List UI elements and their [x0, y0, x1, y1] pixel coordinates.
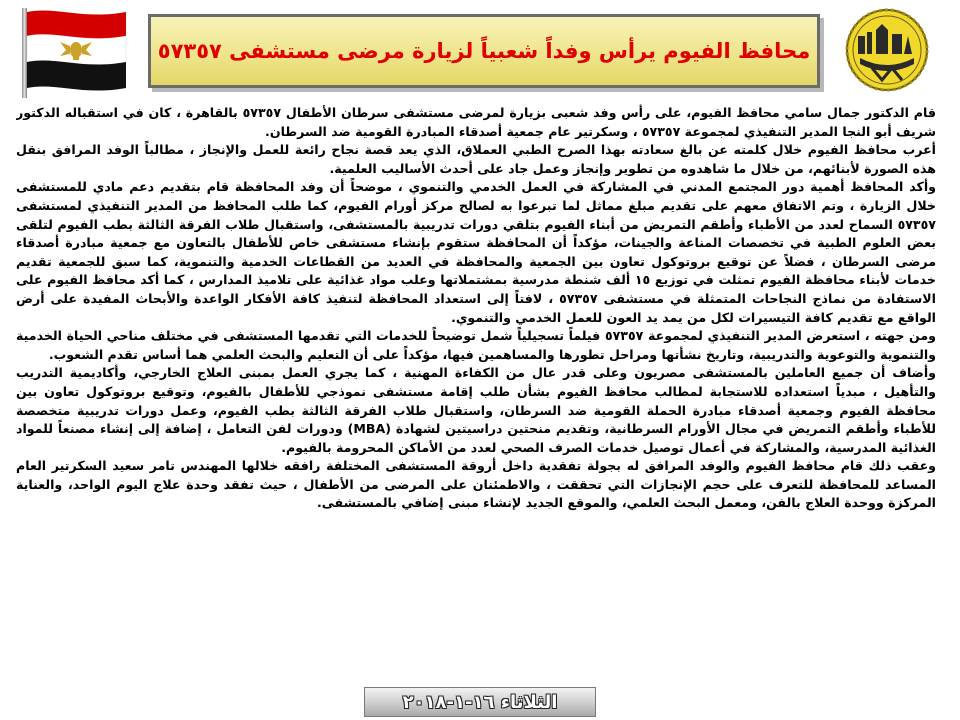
page-title: محافظ الفيوم يرأس وفداً شعبياً لزيارة مرضى مستشفى ٥٧٣٥٧ — [157, 39, 811, 63]
headline-banner — [148, 14, 820, 88]
publication-date: الثلاثاء ١٦-١-٢٠١٨ — [402, 691, 558, 713]
article-body — [16, 104, 936, 689]
article-paragraph: وأضاف أن جميع العاملين بالمستشفى مصريون وعلى قدر عال من الكفاءة المهنية ، كما يجري العمل بمبنى العلاج الخارجي، وأكاديمية التدريب والتأهيل ، مبدياً استعداده للاستجابة لمطالب محافظ الفيوم بشأن طلب إقامة مستشفى نموذجي للأطفال بالفيوم، وتوقيع بروتوكول تعاون بين محافظة الفيوم وجمعية أصدقاء مبادرة الحملة القومية ضد السرطان، واستقبال طلاب الفرقة الثالثة بطب الفيوم، وعمل دورات تدريبية متخصصة للأطباء وأطقم التمريض في مجال الأورام السرطانية، وتقديم منحتين دراسيتين لشهادة (MBA) ودورات لفن التعامل ، إضافة إلى إنشاء مصنعاً للمواد الغذائية المدرسية، والمشاركة في أعمال توصيل خدمات الصرف الصحي لعدد من الأماكن المحرومة بالفيوم. — [16, 365, 936, 455]
article-paragraph: قام الدكتور جمال سامي محافظ الفيوم، على رأس وفد شعبى بزيارة لمرضى مستشفى سرطان الأطفال ٥٧٣٥٧ بالقاهرة ، كان في استقباله الدكتور شريف أبو النجا المدير التنفيذي لمجموعة ٥٧٣٥٧ ، وسكرتير عام جمعية أصدقاء المبادرة القومية ضد السرطان. — [16, 105, 936, 139]
egypt-flag-icon — [14, 6, 132, 98]
article-paragraph: ومن جهته ، استعرض المدير التنفيذي لمجموعة ٥٧٣٥٧ فيلماً تسجيلياً شمل توضيحاً للخدمات التي تقدمها المستشفى في مختلف مناحي الحياة الخدمية والتنموية والتوعوية والتدريبية، وتاريخ نشأتها ومراحل تطورها والمساهمين فيها، مؤكداً على أن التعليم والبحث العلمي هما أساس تقدم الشعوب. — [16, 328, 936, 362]
article-paragraph: وأكد المحافظ أهمية دور المجتمع المدني في المشاركة في العمل الخدمي والتنموي ، موضحاً أن وفد المحافظة قام بتقديم دعم مادي للمستشفى خلال الزيارة ، وتم الاتفاق معهم على تقديم مبلغ مماثل لما تبرعوا به لصالح مركز أورام الفيوم، كما طلب المحافظ من المدير التنفيذي لمستشفى ٥٧٣٥٧ السماح لعدد من الأطباء وأطقم التمريض من أبناء الفيوم بتلقي دورات تدريبية بالمستشفى، واستقبال طلاب الفرقة الثالثة بطب الفيوم لتلقى بعض العلوم الطبية في تخصصات المناعة والجينات، مؤكداً أن المحافظة ستقوم بإنشاء مستشفى خاص للأطفال بالتعاون مع جمعية مبادرة أصدقاء مرضى السرطان ، فضلاً عن توقيع بروتوكول تعاون بين الجمعية والمحافظة في العديد من القطاعات الخدمية والتنموية، كما سبق للجمعية تقديم خدمات لأبناء محافظة الفيوم تمثلت في توزيع ١٥ ألف شنطة مدرسية بمشتملاتها وعلب مواد غذائية على تلاميذ المدارس ، كما أكد محافظ الفيوم على الاستفادة من نماذج النجاحات المتمثلة في مستشفى ٥٧٣٥٧ ، لافتاً إلى استعداد المحافظة لتنفيذ كافة الأفكار الواعدة والأبحاث المفيدة على أرض الواقع مع تقديم كافة التيسيرات لكل من يمد يد العون للعمل الخدمي والتنموي. — [16, 179, 936, 325]
article-paragraph: وعقب ذلك قام محافظ الفيوم والوفد المرافق له بجولة تفقدية داخل أروقة المستشفى المختلفة رافقه خلالها المهندس تامر سعيد السكرتير العام المساعد للمحافظة للتعرف على حجم الإنجازات التي تحققت ، والاطمئنان على المرضى من الأطفال ، حيث تفقد وحدة علاج اليوم الواحد، والعناية المركزة ووحدة العلاج بالفن، ومعمل البحث العلمي، والموقع الجديد لإنشاء مبنى إضافي بالمستشفى. — [16, 458, 936, 511]
date-banner — [364, 687, 596, 717]
article-paragraph: أعرب محافظ الفيوم خلال كلمته عن بالغ سعادته بهذا الصرح الطبي العملاق، الذي يعد قصة نجاح رائعة للعمل والإنجاز ، مطالباً الوفد المرافق بنقل هذه الصورة لأبنائهم، من خلال ما شاهدوه من تطوير وإنجاز وعمل جاد على أحدث الأساليب العلمية. — [16, 142, 936, 176]
fayoum-governorate-logo-icon — [842, 6, 932, 94]
